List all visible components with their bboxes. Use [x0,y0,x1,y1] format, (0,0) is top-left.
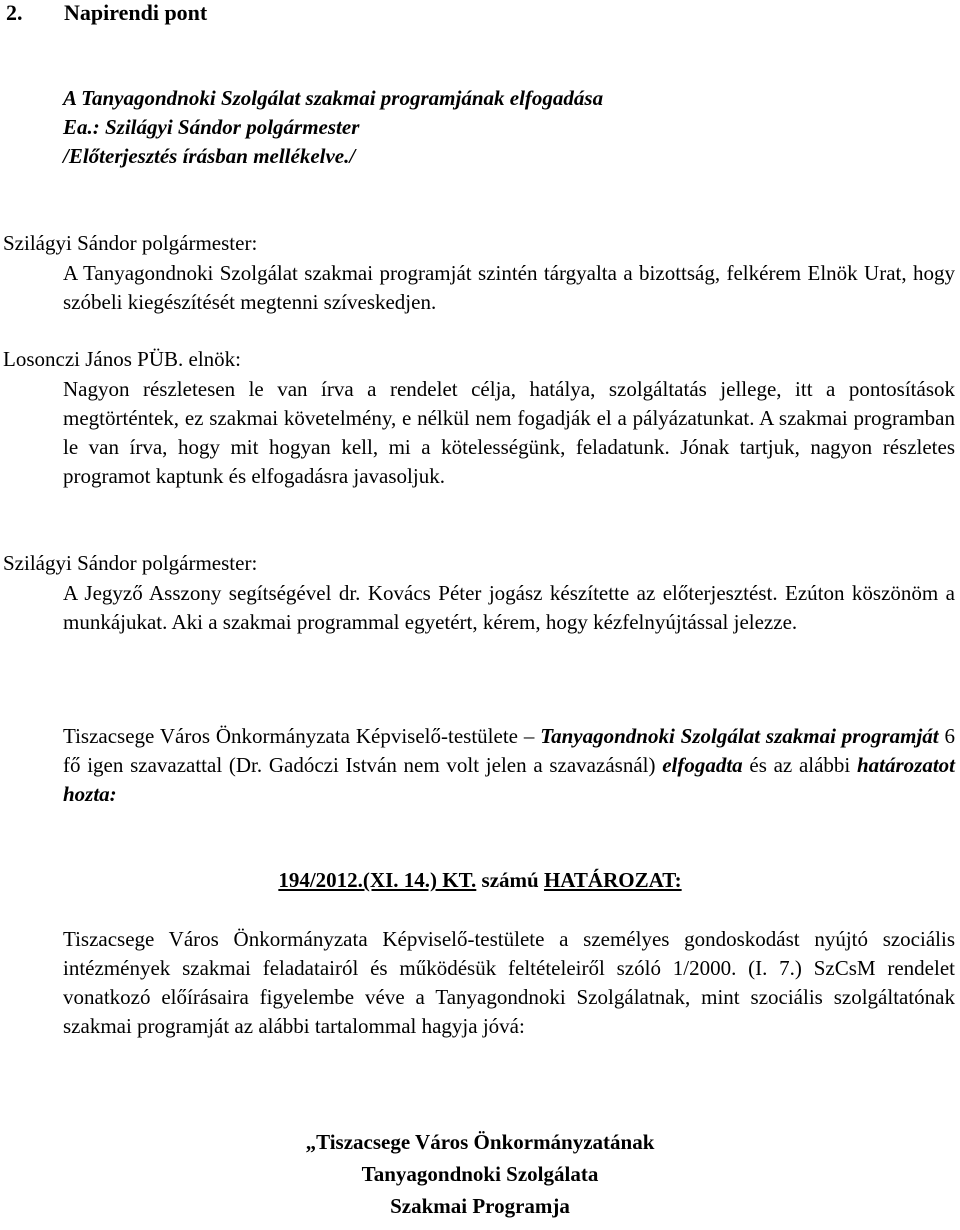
decision-vote: 6 fő igen szavazattal (Dr. Gadóczi István nem volt jelen a szavazásnál) [63,724,956,777]
decision-resolution-ref: határozatot hozta: [63,753,956,806]
speech-mayor-1: A Tanyagondnoki Szolgálat szakmai programját szintén tárgyalta a bizottság, felkérem Elnök Urat, hogy szóbeli kiegészítését megtenni szíveskedjen. [63,261,955,314]
resolution-text: Tiszacsege Város Önkormányzata Képviselő-testülete a személyes gondoskodást nyújtó szociális intézmények szakmai feladatairól és működésük feltételeiről szóló 1/2000. (I. 7.) SzCsM rendelet vonatkozó előírásaira figyelembe véve a Tanyagondnoki Szolgálatnak, mint szociális szolgáltatónak szakmai programját az alábbi tartalommal hagyja jóvá: [63,927,955,1038]
agenda-subject: A Tanyagondnoki Szolgálat szakmai programjának elfogadása [63,86,604,110]
program-title [0,1126,960,1222]
decision-connector: és az alábbi [742,753,857,777]
resolution-id: 194/2012.(XI. 14.) KT. [278,868,477,892]
agenda-note: /Előterjesztés írásban mellékelve./ [63,144,356,168]
program-title-line-2: Tanyagondnoki Szolgálata [361,1162,599,1186]
decision-outcome: elfogadta [662,753,743,777]
agenda-item-title: Napirendi pont [64,0,208,25]
resolution-label-mid: számú [476,868,544,892]
program-title-line-1: „Tiszacsege Város Önkormányzatának [305,1130,655,1154]
decision-subject: Tanyagondnoki Szolgálat szakmai programját [540,724,939,748]
resolution-label: HATÁROZAT: [543,868,682,892]
agenda-item-heading [6,0,207,27]
speech-committee-chair: Nagyon részletesen le van írva a rendelet célja, hatálya, szolgáltatás jellege, itt a pontosítások megtörténtek, ez szakmai követelmény, e nélkül nem fogadják el a pályázatunkat. A szakmai programban le van írva, hogy mit hogyan kell, mi a kötelességünk, feladatunk. Jónak tartjuk, nagyon részletes programot kaptunk és elfogadásra javasoljuk. [63,377,955,488]
program-title-line-3: Szakmai Programja [390,1194,570,1218]
decision-body: Tiszacsege Város Önkormányzata Képviselő-testülete – [63,724,541,748]
speech-mayor-2: A Jegyző Asszony segítségével dr. Kovács Péter jogász készítette az előterjesztést. Ezúton köszönöm a munkájukat. Aki a szakmai programmal egyetért, kérem, hogy kézfelnyújtással jelezze. [63,581,955,634]
speaker-committee-chair: Losonczi János PÜB. elnök: [3,347,241,371]
agenda-presenter: Ea.: Szilágyi Sándor polgármester [63,115,360,139]
decision-statement [63,722,955,809]
speaker-mayor-2: Szilágyi Sándor polgármester: [3,551,258,575]
resolution-number [0,866,960,895]
speaker-mayor-1: Szilágyi Sándor polgármester: [3,231,258,255]
agenda-details [63,84,923,171]
agenda-item-number: 2. [6,0,23,25]
